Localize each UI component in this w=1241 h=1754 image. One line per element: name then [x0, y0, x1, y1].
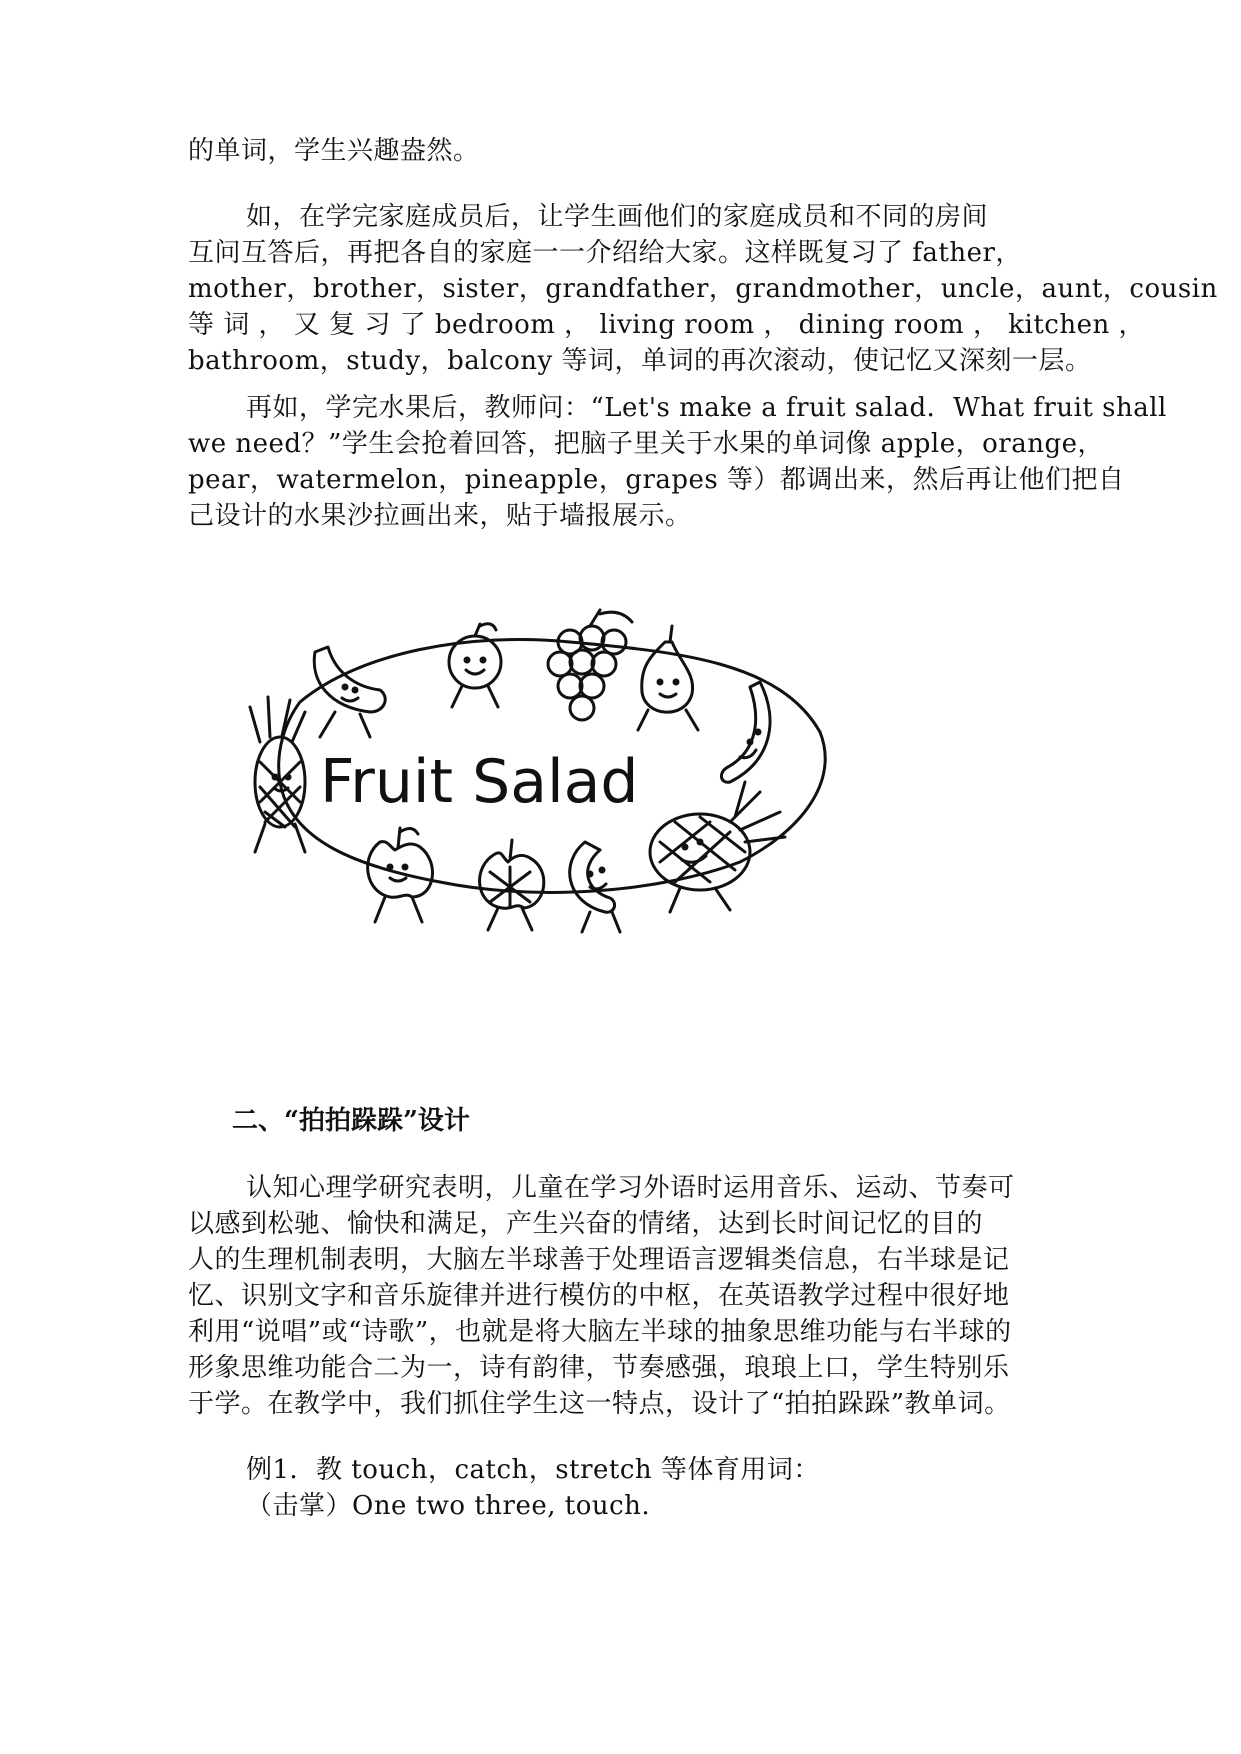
text-line: 认知心理学研究表明，儿童在学习外语时运用音乐、运动、节奏可 [246, 1173, 1015, 1203]
apple-icon [368, 828, 433, 922]
text-line: 忆、识别文字和音乐旋律并进行模仿的中枢，在英语教学过程中很好地 [188, 1281, 1010, 1311]
text-line: 利用“说唱”或“诗歌”，也就是将大脑左半球的抽象思维功能与右半球的 [188, 1317, 1012, 1347]
text-line: mother，brother，sister，grandfather，grandmother，uncle，aunt，cousin [188, 274, 1218, 304]
text-line: 人的生理机制表明，大脑左半球善于处理语言逻辑类信息，右半球是记 [188, 1245, 1010, 1275]
paragraph-example-1 [188, 1452, 1068, 1524]
text-line: we need？”学生会抢着回答，把脑子里关于水果的单词像 apple，orange， [188, 429, 1104, 459]
text-line: 如，在学完家庭成员后，让学生画他们的家庭成员和不同的房间 [246, 202, 989, 232]
banana-icon [570, 842, 620, 932]
text-line: 例1．教 touch，catch，stretch 等体育用词： [246, 1455, 820, 1485]
text-line: 的单词，学生兴趣盎然。 [188, 136, 480, 166]
text-line: （击掌）One two three, touch. [246, 1491, 651, 1521]
apple-icon [480, 840, 544, 930]
text-line: bathroom，study，balcony 等词，单词的再次滚动，使记忆又深刻一层。 [188, 346, 1092, 376]
text-line: 以感到松驰、愉快和满足，产生兴奋的情绪，达到长时间记忆的目的 [188, 1209, 984, 1239]
paragraph-family-example [188, 199, 1218, 379]
fruit-salad-drawing [240, 612, 860, 932]
text-line: 等 词 ， 又 复 习 了 bedroom ， living room ， dining room ， kitchen ， [188, 310, 1145, 340]
section-heading: 二、“拍拍跺跺”设计 [232, 1106, 470, 1136]
text-line: 互问互答后，再把各自的家庭一一介绍给大家。这样既复习了 father， [188, 238, 1022, 268]
pear-icon [638, 626, 698, 730]
text-line: 己设计的水果沙拉画出来，贴于墙报展示。 [188, 501, 692, 531]
paragraph-intro-end [188, 133, 1068, 169]
figure-title: Fruit Salad [320, 747, 639, 817]
banana-icon [721, 682, 770, 782]
text-line: pear，watermelon，pineapple，grapes 等）都调出来，然后再让他们把自 [188, 465, 1125, 495]
pineapple-icon [250, 697, 305, 852]
text-line: 形象思维功能合二为一，诗有韵律，节奏感强，琅琅上口，学生特别乐 [188, 1353, 1010, 1383]
text-line: 再如，学完水果后，教师问：“Let's make a fruit salad．What fruit shall [246, 393, 1167, 423]
orange-icon [449, 624, 501, 707]
fruit-salad-illustration [240, 612, 860, 932]
paragraph-cognitive-psychology [188, 1170, 1068, 1422]
text-line: 于学。在教学中，我们抓住学生这一特点，设计了“拍拍跺跺”教单词。 [188, 1389, 1011, 1419]
grapes-icon [548, 610, 632, 720]
paragraph-fruit-example [188, 390, 1167, 534]
